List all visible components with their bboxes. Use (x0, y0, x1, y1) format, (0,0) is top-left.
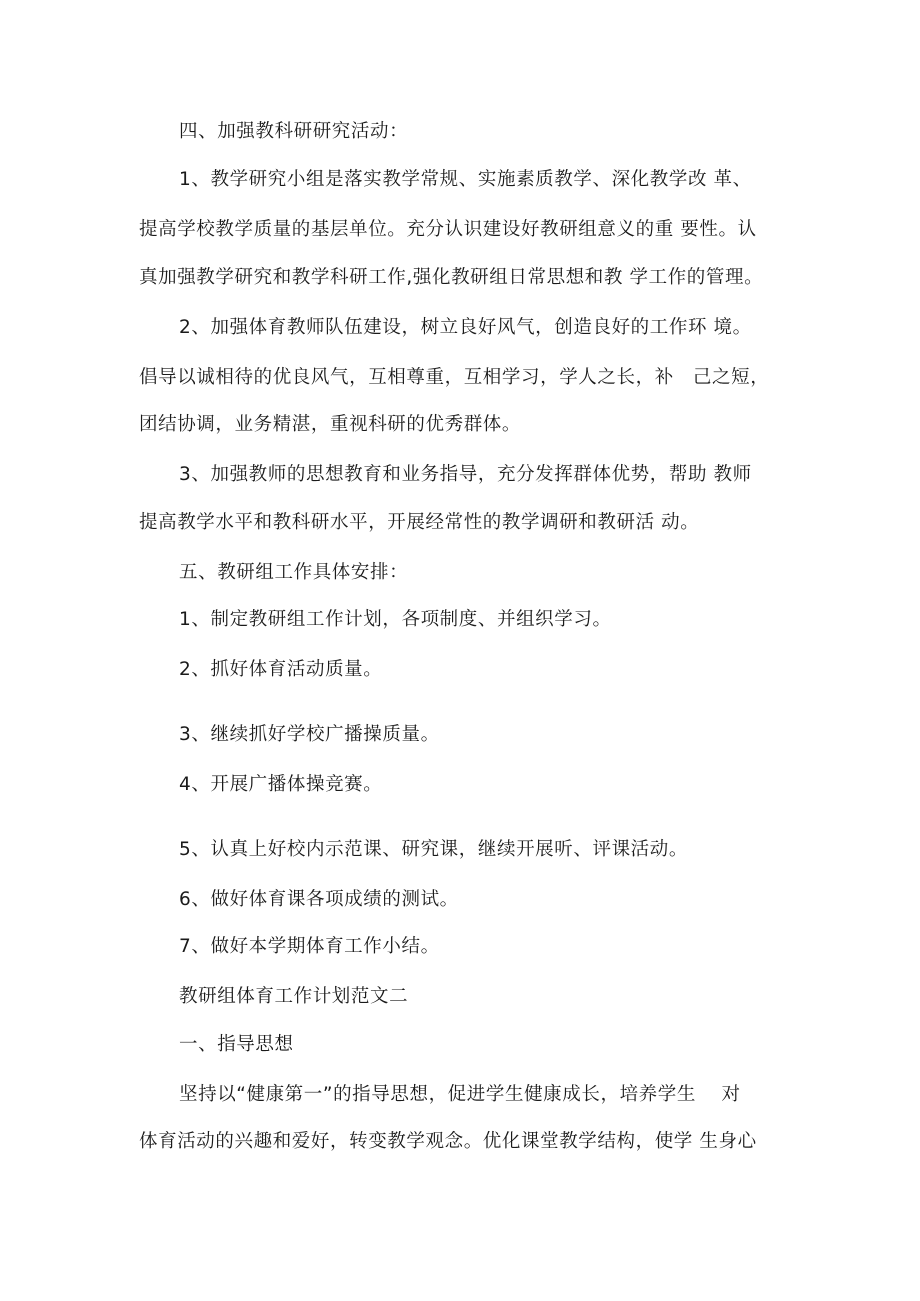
list-item: 5、认真上好校内示范课、研究课，继续开展听、评课活动。 (179, 839, 688, 860)
list-item: 4、开展广播体操竞赛。 (179, 774, 383, 795)
list-item: 1、制定教研组工作计划，各项制度、并组织学习。 (179, 609, 612, 630)
list-item: 2、抓好体育活动质量。 (179, 659, 383, 680)
list-item: 7、做好本学期体育工作小结。 (179, 936, 440, 957)
paragraph-line: 2、加强体育教师队伍建设，树立良好风气，创造良好的工作环 境。 (179, 317, 752, 338)
paragraph-line: 真加强教学研究和教学科研工作,强化教研组日常思想和教 学工作的管理。 (139, 267, 764, 288)
paragraph-line: 提高教学水平和教科研水平，开展经常性的教学调研和教研活 动。 (139, 512, 700, 533)
list-item: 3、继续抓好学校广播操质量。 (179, 724, 440, 745)
paragraph-line: 团结协调，业务精湛，重视科研的优秀群体。 (139, 414, 522, 435)
paragraph-line: 1、教学研究小组是落实教学常规、实施素质教学、深化教学改 革、 (179, 169, 752, 190)
paragraph-line: 3、加强教师的思想教育和业务指导，充分发挥群体优势，帮助 教师 (179, 464, 752, 485)
paragraph-line: 坚持以“健康第一”的指导思想，促进学生健康成长，培养学生 对 (179, 1084, 741, 1105)
section-heading: 四、加强教科研研究活动： (179, 121, 409, 142)
paragraph-line: 提高学校教学质量的基层单位。充分认识建设好教研组意义的重 要性。认 (139, 219, 757, 240)
paragraph-line: 倡导以诚相待的优良风气，互相尊重，互相学习，学人之长，补 己之短， (139, 367, 770, 388)
section-heading: 一、指导思想 (179, 1034, 294, 1055)
paragraph-line: 体育活动的兴趣和爱好，转变教学观念。优化课堂教学结构，使学 生身心 (139, 1131, 757, 1152)
section-heading: 五、教研组工作具体安排： (179, 562, 409, 583)
list-item: 6、做好体育课各项成绩的测试。 (179, 889, 459, 910)
document-subtitle: 教研组体育工作计划范文二 (179, 986, 409, 1007)
